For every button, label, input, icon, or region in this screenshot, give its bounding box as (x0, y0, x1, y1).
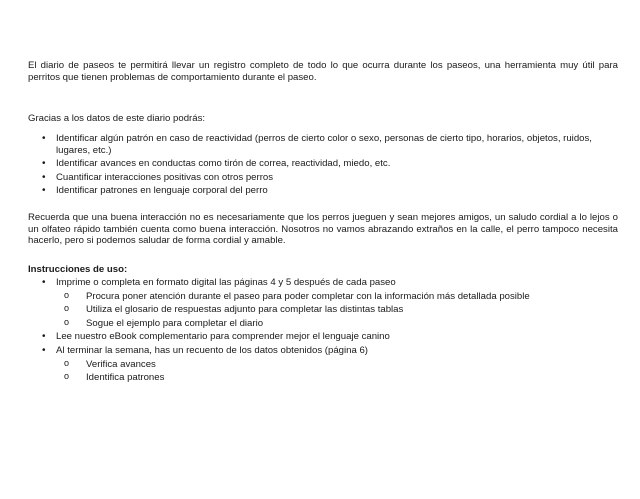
instruction-subitem: o Utiliza el glosario de respuestas adjunto para completar las distintas tablas (56, 304, 616, 316)
interaction-paragraph: Recuerda que una buena interacción no es necesariamente que los perros jueguen y sean mejores amigos, un saludo cordial a lo lejos o un olfateo rápido también cuenta como buena interacción. Nosotros no vamos abrazando extraños en la calle, el perro tampoco necesita hacerlo, pero si podemos saludar de forma cordial y amable. (28, 212, 618, 247)
benefit-item: • Identificar avances en conductas como tirón de correa, reactividad, miedo, etc. (56, 158, 616, 170)
instructions-heading: Instrucciones de uso: (28, 264, 128, 275)
instruction-sublist (56, 291, 616, 330)
instruction-subitem: o Procura poner atención durante el paseo para poder completar con la información más detallada posible (56, 291, 616, 303)
instruction-subitem: o Identifica patrones (56, 372, 616, 384)
instruction-subitem: o Sogue el ejemplo para completar el diario (56, 318, 616, 330)
instruction-text: Al terminar la semana, has un recuento de los datos obtenidos (página 6) (56, 344, 368, 356)
instruction-text: Lee nuestro eBook complementario para comprender mejor el lenguaje canino (56, 331, 390, 343)
instruction-item (56, 277, 616, 329)
instruction-item (56, 331, 616, 343)
benefit-item: • Cuantificar interacciones positivas con otros perros (56, 172, 616, 184)
instruction-subitem: o Verifica avances (56, 359, 616, 371)
benefit-item: • Identificar patrones en lenguaje corporal del perro (56, 185, 616, 197)
benefit-item: • Identificar algún patrón en caso de reactividad (perros de cierto color o sexo, personas de cierto tipo, horarios, objetos, ruidos, lugares, etc.) (56, 133, 616, 156)
benefits-lead-paragraph: Gracias a los datos de este diario podrás: (28, 113, 206, 124)
instruction-sublist (56, 359, 616, 384)
instructions-list (56, 277, 616, 386)
intro-paragraph: El diario de paseos te permitirá llevar un registro completo de todo lo que ocurra durante los paseos, una herramienta muy útil para perritos que tienen problemas de comportamiento durante el paseo. (28, 60, 618, 83)
instruction-item (56, 345, 616, 384)
instruction-text: Imprime o completa en formato digital las páginas 4 y 5 después de cada paseo (56, 277, 396, 288)
benefits-list (56, 133, 616, 199)
